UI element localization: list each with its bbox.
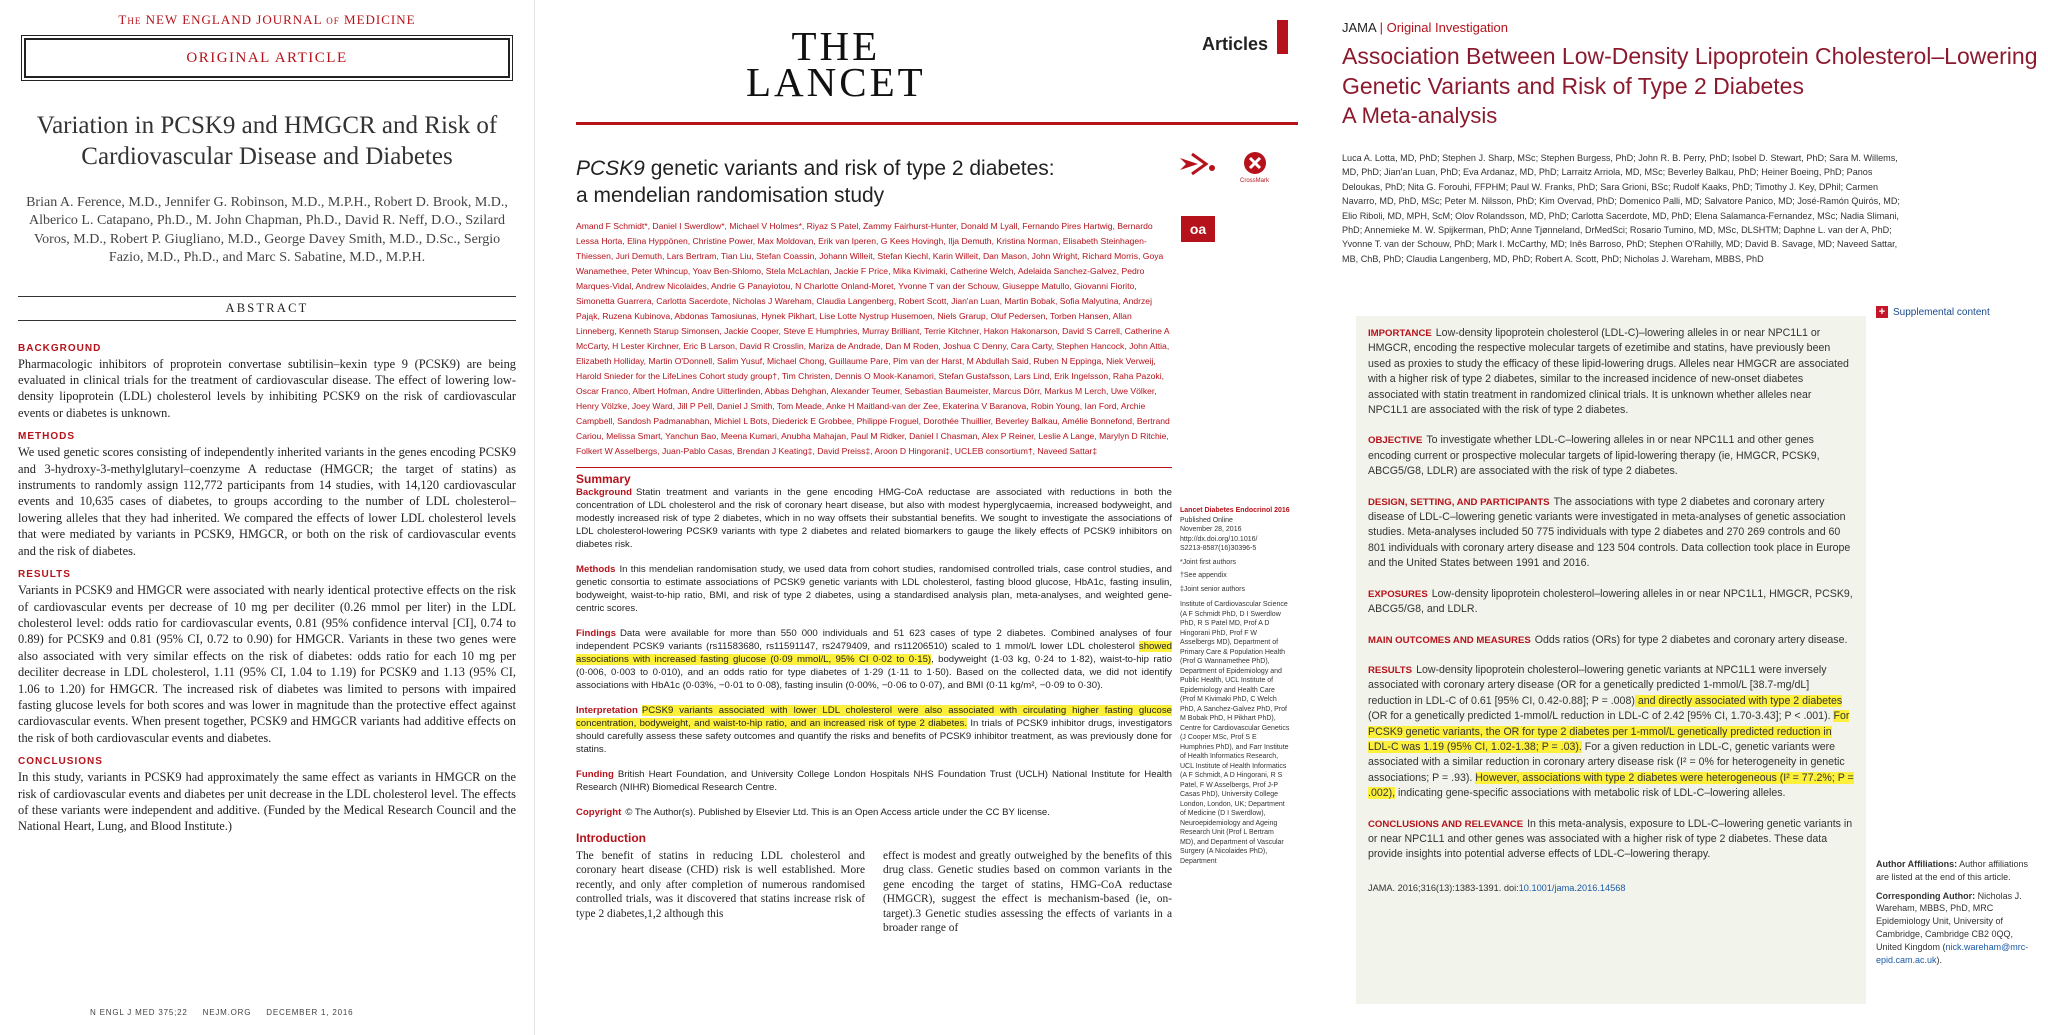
lancet-section-label: Articles	[1201, 34, 1268, 54]
jama-corr-email-link[interactable]: nick.wareham@mrc-epid.cam.ac.uk	[1876, 941, 2029, 965]
jama-exposures-text: Low-density lipoprotein cholesterol–lowering alleles in or near NPC1L1, HMGCR, PCSK9, ABCG5/G8, and LDLR.	[1368, 587, 1853, 616]
lancet-funding-text: British Heart Foundation, and University College London Hospitals NHS Foundation Trust (UCLH) National Institute for Health Research (NIHR) Biomedical Research Centre.	[576, 769, 1172, 793]
jama-article-type: Original Investigation	[1386, 20, 1509, 35]
lancet-summary-heading: Summary	[576, 467, 1172, 486]
lancet-title	[576, 155, 1056, 209]
lancet-article-icons	[1178, 150, 1269, 184]
jama-objective-text: To investigate whether LDL-C–lowering alleles in or near NPC1L1 and other genes encoding current or prospective molecular targets of lipid-lowering therapy (ie, HMGCR, PCSK9, ABCG5/G8, LDLR) are associated with the risk of type 2 diabetes.	[1368, 434, 1820, 478]
lancet-side-line: *Joint first authors	[1180, 558, 1237, 566]
jama-affiliations	[1876, 858, 2036, 966]
lancet-copyright-text: © The Author(s). Published by Elsevier Ltd. This is an Open Access article under the CC BY license.	[625, 807, 1050, 818]
lancet-background	[576, 486, 1172, 551]
jama-citation	[1368, 881, 1854, 896]
jama-affil-text: Author affiliations are listed at the end of this article.	[1876, 859, 2029, 882]
lancet-authors: Amand F Schmidt*, Daniel I Swerdlow*, Michael V Holmes*, Riyaz S Patel, Zammy Fairhurst-Hunter, Donald M Lyall, Fernando Pires Hartwig, Bernardo Lessa Horta, Elina Hyppönen, Christine Power, Max Moldovan, Erik van Iperen, G Kees Hovingh, Ilja Demuth, Kristina Norman, Elisabeth Steinhagen-Thiessen, Juri Demuth, Lars Bertram, Tian Liu, Stefan Coassin, Johann Willeit, Stefan Kiechl, Karin Willeit, Dan Mason, John Wright, Richard Morris, Goya Wanamethee, Peter Whincup, Yoav Ben-Shlomo, Stela McLachlan, Jackie F Price, Mika Kivimaki, Catherine Welch, Adelaida Sanchez-Galvez, Pedro Marques-Vidal, Andrew Nicolaides, Andrie G Panayiotou, N Charlotte Onland-Moret, Yvonne T van der Schouw, Giuseppe Matullo, Giovanni Fiorito, Simonetta Guarrera, Carlotta Sacerdote, Nicholas J Wareham, Claudia Langenberg, Robert Scott, Jian'an Luan, Martin Bobak, Sofia Malyutina, Andrzej Pająk, Ruzena Kubinova, Abdonas Tamosiunas, Hynek Pikhart, Lise Lotte Nystrup Husemoen, Niels Grarup, Oluf Pedersen, Torben Hansen, Allan Linneberg, Kenneth Starup Simonsen, Jackie Cooper, Steve E Humphries, Murray Brilliant, Terrie Kitchner, Hakon Hakonarson, David S Carrell, Catherine A McCarty, H Lester Kirchner, Eric B Larson, David R Crosslin, Mariza de Andrade, Dan M Roden, Joshua C Denny, Cara Carty, Stephen Hancock, John Attia, Elizabeth Holliday, Martin O'Donnell, Salim Yusuf, Michael Chong, Guillaume Pare, Pim van der Harst, M Abdullah Said, Ruben N Eppinga, Niek Verweij, Harold Snieder for the LifeLines Cohort study group†, Tim Christen, Dennis O Mook-Kanamori, Stefan Gustafsson, Lars Lind, Erik Ingelsson, Raha Pazoki, Oscar Franco, Albert Hofman, Andre Uitterlinden, Abbas Dehghan, Alexander Teumer, Sebastian Baumeister, Marcus Dörr, Markus M Lerch, Uwe Völker, Henry Völzke, Joey Ward, Jill P Pell, Daniel J Smith, Tom Meade, Anke H Maitland-van der Zee, Ekaterina V Baranova, Robin Young, Ian Ford, Archie Campbell, Sandosh Padmanabhan, Michiel L Bots, Diederick E Grobbee, Philippe Froguel, Dorothée Thuillier, Beverley Balkau, Amélie Bonnefond, Bertrand Cariou, Melissa Smart, Yanchun Bao, Meena Kumari, Anubha Mahajan, Paul M Ridker, Daniel I Chasman, Alex P Reiner, Leslie A Lange, Marylyn D Ritchie, Folkert W Asselbergs, Juan-Pablo Casas, Brendan J Keating‡, David Preiss‡, Aroon D Hingorani‡, UCLEB consortium†, Naveed Sattar‡	[576, 221, 1170, 456]
supplemental-content-link[interactable]	[1876, 306, 1990, 318]
jama-author-affiliations	[1876, 858, 2036, 884]
lancet-background-label: Background	[576, 487, 632, 498]
lancet-interpretation-highlight: PCSK9 variants associated with lower LDL cholesterol were also associated with circulating higher fasting glucose concentration, bodyweight, and waist-to-hip ratio, and an increased risk of type 2 diabetes.	[576, 705, 1172, 729]
lancet-findings-highlight: showed associations with increased fasting glucose (0·09 mmol/L, 95% CI 0·02 to 0·15)	[576, 641, 1172, 665]
jama-conclusions	[1368, 817, 1854, 863]
jama-corr-text: Nicholas J. Wareham, MBBS, PhD, MRC Epidemiology Unit, University of Cambridge, Cambridge CB2 0QQ, United Kingdom (	[1876, 890, 2022, 952]
lancet-introduction	[576, 849, 1172, 935]
lancet-arrow-icon	[1178, 150, 1236, 178]
lancet-side-line: November 28, 2016	[1180, 526, 1242, 533]
nejm-footer-site: NEJM.ORG	[202, 1008, 252, 1017]
lancet-findings	[576, 627, 1172, 692]
nejm-footer	[90, 1008, 365, 1017]
lancet-funding	[576, 768, 1172, 794]
jama-corresponding-author	[1876, 890, 2036, 967]
nejm-background-text: Pharmacologic inhibitors of proprotein convertase subtilisin–kexin type 9 (PCSK9) are being evaluated in clinical trials for the treatment of cardiovascular disease. The effect of lowering low-density lipoprotein (LDL) cholesterol levels by inhibiting PCSK9 on the risk of cardiovascular events or diabetes is unknown.	[18, 356, 516, 420]
jama-design-label: DESIGN, SETTING, AND PARTICIPANTS	[1368, 496, 1550, 508]
lancet-methods-label: Methods	[576, 564, 616, 575]
jama-outcomes-label: MAIN OUTCOMES AND MEASURES	[1368, 634, 1531, 646]
nejm-title: Variation in PCSK9 and HMGCR and Risk of Cardiovascular Disease and Diabetes	[36, 112, 498, 170]
lancet-copyright	[576, 806, 1172, 819]
lancet-methods	[576, 563, 1172, 615]
nejm-article-panel	[0, 0, 535, 1035]
nejm-methods-heading: METHODS	[18, 431, 75, 443]
jama-exposures	[1368, 587, 1854, 618]
lancet-findings-label: Findings	[576, 628, 616, 639]
lancet-interpretation	[576, 704, 1172, 756]
jama-results-highlight-1: and directly associated with type 2 diabetes	[1634, 694, 1843, 707]
jama-results-text-a: Low-density lipoprotein cholesterol–lowering genetic variants at NPC1L1 were inversely associated with coronary artery disease (OR for a genetically predicted 1-mmol/L [38.7-mg/dL] reduction in LDL-C of 0.61 [95% CI, 0.42-0.88]; P = .008)	[1368, 663, 1827, 707]
nejm-journal-name: The NEW ENGLAND JOURNAL of MEDICINE	[118, 12, 416, 27]
jama-outcomes	[1368, 633, 1854, 648]
jama-doi-link[interactable]: 10.1001/jama.2016.14568	[1518, 882, 1626, 893]
lancet-introduction-heading: Introduction	[576, 831, 646, 845]
lancet-side-line: ‡Joint senior authors	[1180, 585, 1245, 593]
jama-header	[1342, 20, 2048, 35]
lancet-logo-line2: LANCET	[746, 59, 926, 105]
jama-design-text: The associations with type 2 diabetes and coronary artery disease of LDL-C–lowering genetic variants were investigated in meta-analyses of genetic association studies. Meta-analyses included 50 775 individuals with type 2 diabetes and 270 269 controls and 60 801 individuals with coronary artery disease and 123 504 controls. Data collection took place in Europe and the United States between 1991 and 2016.	[1368, 495, 1851, 570]
lancet-side-journal: Lancet Diabetes Endocrinol 2016	[1180, 507, 1290, 514]
lancet-intro-col1: The benefit of statins in reducing LDL cholesterol and coronary heart disease (CHD) risk is well established. More recently, and only after completion of numerous randomised controlled trials, was it discovered that statins increase risk of type 2 diabetes,1,2 although this	[576, 850, 865, 920]
lancet-background-text: Statin treatment and variants in the gene encoding HMG-CoA reductase are associated with reductions in both the concentration of LDL cholesterol and the risk of coronary heart disease, but also with modest hyperglycaemia, increased bodyweight, and modestly increased risk of type 2 diabetes, which in no way offsets their substantial benefits. We sought to investigate the associations of LDL cholesterol-lowering PCSK9 variants with type 2 diabetes and related biomarkers to gauge the likely effects of PCSK9 inhibitors on diabetes risk.	[576, 487, 1172, 550]
lancet-side-line: †See appendix	[1180, 572, 1227, 579]
lancet-findings-text-a: Data were available for more than 550 000 individuals and 51 623 cases of type 2 diabetes. Combined analyses of four independent PCSK9 variants (rs11583680, rs11591147, rs2479409, and rs11206510) scaled to 1 mmol/L lower LDL cholesterol	[576, 628, 1172, 652]
lancet-interpretation-text: In trials of PCSK9 inhibitor drugs, investigators should carefully assess these safety outcomes and quantify the risks and benefits of PCSK9 inhibitor treatment, as was previously done for statins.	[576, 718, 1172, 755]
lancet-funding-label: Funding	[576, 769, 614, 780]
jama-abstract	[1356, 316, 1866, 1004]
nejm-conclusions-heading: CONCLUSIONS	[18, 756, 103, 768]
lancet-masthead	[576, 0, 1298, 125]
jama-title: Association Between Low-Density Lipoprotein Cholesterol–Lowering Genetic Variants and Risk of Type 2 Diabetes	[1342, 43, 2038, 99]
nejm-methods-text: We used genetic scores consisting of independently inherited variants in the genes encoding PCSK9 and 3-hydroxy-3-methylglutaryl–coenzyme A reductase (HMGCR; the target of statins) as instruments to randomly assign 112,772 participants from 14 studies, with 14,120 cardiovascular events and 10,635 cases of diabetes, to groups according to the number of LDL cholesterol–lowering alleles that they had inherited. We compared the effects of lower LDL cholesterol levels that were mediated by variants in PCSK9, HMGCR, or both on the risk of cardiovascular events and the risk of diabetes.	[18, 445, 516, 558]
lancet-title-gene: PCSK9	[576, 157, 645, 180]
lancet-logo	[746, 23, 926, 105]
jama-importance-label: IMPORTANCE	[1368, 328, 1432, 339]
nejm-authors: Brian A. Ference, M.D., Jennifer G. Robinson, M.D., M.P.H., Robert D. Brook, M.D., Alberico L. Catapano, Ph.D., M. John Chapman, Ph.D., David R. Neff, D.O., Szilard Voros, M.D., Robert P. Giugliano, M.D., George Davey Smith, M.D., D.Sc., Sergio Fazio, M.D., Ph.D., and Marc S. Sabatine, M.D., M.P.H.	[26, 195, 508, 266]
jama-authors: Luca A. Lotta, MD, PhD; Stephen J. Sharp, MSc; Stephen Burgess, PhD; John R. B. Perry, PhD; Isobel D. Stewart, PhD; Sara M. Willems, MD, PhD; Jian'an Luan, PhD; Eva Ardanaz, MD, PhD; Larraitz Arriola, MD, MSc; Beverley Balkau, PhD; Heiner Boeing, PhD; Panos Deloukas, PhD; Nita G. Forouhi, FFPHM; Paul W. Franks, PhD; Sara Grioni, BSc; Rudolf Kaaks, PhD; Timothy J. Key, DPhil; Carmen Navarro, MD, PhD, MSc; Peter M. Nilsson, PhD; Kim Overvad, PhD; Domenico Palli, MD; Salvatore Panico, MD; José-Ramón Quirós, MD; Elio Riboli, MD, MPH, ScM; Olov Rolandsson, MD, PhD; Carlotta Sacerdote, MD, PhD; Elena Salamanca-Fernandez, MSc; Nadia Slimani, PhD; Annemieke M. W. Spijkerman, PhD; Anne Tjønneland, DrMedSci; Rosario Tumino, MD, MSc, DLSHTM; Daphne L. van der A, PhD; Yvonne T. van der Schouw, PhD; Mark I. McCarthy, MD; Inês Barroso, PhD; Stephen O'Rahilly, MD; David B. Savage, MD; Naveed Sattar, MB, ChB, PhD; Claudia Langenberg, MD, PhD; Robert A. Scott, PhD; Nicholas J. Wareham, MBBS, PhD	[1342, 153, 1900, 264]
lancet-interpretation-label: Interpretation	[576, 705, 638, 716]
jama-journal-name: JAMA	[1342, 20, 1376, 35]
lancet-article-panel	[548, 0, 1298, 1035]
lancet-sidebar	[1180, 506, 1290, 866]
jama-importance-text: Low-density lipoprotein cholesterol (LDL-C)–lowering alleles in or near NPC1L1 or HMGCR, encoding the respective molecular targets of ezetimibe and statins, have previously been used as proxies to study the efficacy of these lipid-lowering drugs. Alleles near HMGCR are associated with a higher risk of type 2 diabetes, similar to the increased incidence of new-onset diabetes associated with statin treatment in randomized clinical trials. It is unknown whether alleles near NPC1L1 are associated with the risk of type 2 diabetes.	[1368, 327, 1849, 417]
nejm-article-type: ORIGINAL ARTICLE	[24, 38, 510, 78]
nejm-results-text: Variants in PCSK9 and HMGCR were associated with nearly identical protective effects on the risk of cardiovascular events per decrease of 10 mg per deciliter (0.26 mmol per liter) in the LDL cholesterol level: odds ratio for cardiovascular events, 0.81 (95% confidence interval [CI], 0.74 to 0.89) for PCSK9 and 0.81 (95% CI, 0.72 to 0.90) for HMGCR. Variants in these two genes were also associated with very similar effects on the risk of diabetes: odds ratio for each 10 mg per deciliter decrease in LDL cholesterol, 1.11 (95% CI, 1.04 to 1.19) for PCSK9 and 1.13 (95% CI, 1.06 to 1.20) for HMGCR. The increased risk of diabetes was limited to persons with impaired fasting glucose levels for both scores and was lower in magnitude than the protective effect against cardiovascular events. When present together, PCSK9 and HMGCR variants had additive effects on the risk of both cardiovascular events and diabetes.	[18, 583, 516, 745]
jama-corr-label: Corresponding Author:	[1876, 890, 1976, 901]
nejm-footer-date: DECEMBER 1, 2016	[266, 1008, 354, 1017]
jama-outcomes-text: Odds ratios (ORs) for type 2 diabetes and coronary artery disease.	[1534, 633, 1848, 646]
lancet-red-bar	[1277, 20, 1288, 54]
nejm-abstract-label: ABSTRACT	[18, 296, 516, 321]
jama-article-panel	[1330, 0, 2048, 1035]
lancet-side-line[interactable]: http://dx.doi.org/10.1016/	[1180, 535, 1258, 543]
jama-conclusions-label: CONCLUSIONS AND RELEVANCE	[1368, 818, 1524, 830]
lancet-copyright-label: Copyright	[576, 807, 622, 818]
open-access-badge: oa	[1181, 216, 1215, 242]
jama-results-text-b: (OR for a genetically predicted 1-mmol/L reduction in LDL-C of 2.42 [95% CI, 1.70-3.43]; P < .001).	[1368, 710, 1834, 723]
jama-importance	[1368, 326, 1854, 418]
crossmark-icon[interactable]	[1242, 150, 1268, 178]
lancet-side-line[interactable]: S2213-8587(16)30396-5	[1180, 545, 1257, 552]
lancet-side-affiliations: Institute of Cardiovascular Science (A F Schmidt PhD, D I Swerdlow PhD, R S Patel MD, Prof A D Hingorani PhD, Prof F W Asselbergs MD), Department of Primary Care & Population Health (Prof G Wannamethee PhD), Department of Epidemiology and Public Health, UCL Institute of Epidemiology and Health Care (Prof M Kivimaki PhD, C Welch PhD, A Sanchez-Galvez PhD, Prof M Bobak PhD, H Pikhart PhD), Centre for Cardiovascular Genetics (J Cooper MSc, Prof S E Humphries PhD), and Farr Institute of Health Informatics Research, UCL Institute of Health Informatics (A F Schmidt, A D Hingorani, R S Patel, F W Asselbergs, Prof J-P Casas PhD), University College London, London, UK; Department of Medicine (D I Swerdlow), Neuroepidemiology and Ageing Research Unit (Prof L Bertram MD), and Department of Vascular Surgery (A Nicolaides PhD), Department	[1180, 601, 1290, 865]
jama-results	[1368, 663, 1854, 802]
jama-design	[1368, 495, 1854, 572]
jama-exposures-label: EXPOSURES	[1368, 588, 1428, 600]
jama-subtitle: A Meta-analysis	[1342, 103, 1498, 128]
jama-results-highlight-3: However, associations with type 2 diabetes were heterogeneous (I² = 77.2%; P = .002),	[1368, 771, 1854, 800]
jama-objective	[1368, 433, 1854, 479]
jama-separator: |	[1379, 20, 1383, 35]
nejm-results-heading: RESULTS	[18, 569, 71, 581]
nejm-conclusions-text: In this study, variants in PCSK9 had approximately the same effect as variants in HMGCR on the risk of cardiovascular events and diabetes per unit decrease in the LDL cholesterol level. The effects of these variants were independent and additive. (Funded by the Medical Research Council and the National Heart, Lung, and Blood Institute.)	[18, 770, 516, 834]
jama-conclusions-text: In this meta-analysis, exposure to LDL-C–lowering genetic variants in or near NPC1L1 and other genes was associated with a higher risk of type 2 diabetes. These data provide insights into potential adverse effects of LDL-C–lowering therapy.	[1368, 817, 1853, 861]
crossmark-label: CrossMark	[1240, 178, 1270, 184]
lancet-intro-col2: effect is modest and greatly outweighed by the benefits of this drug class. Genetic studies based on common variants in the gene encoding the target of statins, HMG-CoA reductase (HMGCR), suggest the effect is mechanism-based (ie, on-target).3 Genetic studies assessing the effects of variants in a broader range of	[883, 850, 1172, 935]
nejm-background-heading: BACKGROUND	[18, 342, 102, 354]
lancet-side-line: Published Online	[1180, 516, 1233, 524]
lancet-methods-text: In this mendelian randomisation study, we used data from cohort studies, randomised controlled trials, case control studies, and genetic consortia to estimate associations of PCSK9 genetic variants with LDL cholesterol, fasting blood glucose, HbA1c, fasting insulin, bodyweight, waist-to-hip ratio, BMI, and risk of type 2 diabetes, using a standardised analysis plan, meta-analyses, and weighted gene-centric scores.	[576, 564, 1172, 614]
jama-results-label: RESULTS	[1368, 664, 1413, 676]
lancet-logo-line1: THE	[791, 23, 881, 69]
jama-corr-end: ).	[1936, 954, 1943, 965]
jama-citation-text: JAMA. 2016;316(13):1383-1391. doi:	[1368, 882, 1519, 893]
lancet-findings-text-b: , bodyweight (1·03 kg, 0·24 to 1·82), waist-to-hip ratio (0·006, 0·003 to 0·010), and an odds ratio for type diabetes of 1·29 (1·11 to 1·50). Based on the collected data, we did not identify associations with HbA1c (0·03%, −0·01 to 0·08), fasting insulin (0·00%, −0·06 to 0·07), and BMI (0·11 kg/m², −0·09 to 0·30).	[576, 654, 1172, 691]
lancet-title-rest: genetic variants and risk of type 2 diabetes: a mendelian randomisation study	[576, 157, 1055, 207]
supplemental-content-label[interactable]: Supplemental content	[1893, 306, 1990, 318]
nejm-abstract	[18, 343, 516, 835]
jama-affil-label: Author Affiliations:	[1876, 859, 1958, 869]
jama-results-highlight-2: For PCSK9 genetic variants, the OR for type 2 diabetes per 1-mmol/L genetically predicted reduction in LDL-C was 1.19 (95% CI, 1.02-1.38; P = .03).	[1368, 710, 1850, 753]
nejm-footer-citation: N ENGL J MED 375;22	[90, 1008, 188, 1017]
jama-results-text-c: For a given reduction in LDL-C, genetic variants were associated with a similar reduction in coronary artery disease risk (I² = 0% for heterogeneity in genetic associations; P = .93).	[1368, 740, 1845, 784]
jama-results-text-d: indicating gene-specific associations with metabolic risk of LDL-C–lowering alleles.	[1395, 787, 1786, 800]
jama-objective-label: OBJECTIVE	[1368, 435, 1423, 447]
plus-icon: +	[1876, 306, 1888, 318]
